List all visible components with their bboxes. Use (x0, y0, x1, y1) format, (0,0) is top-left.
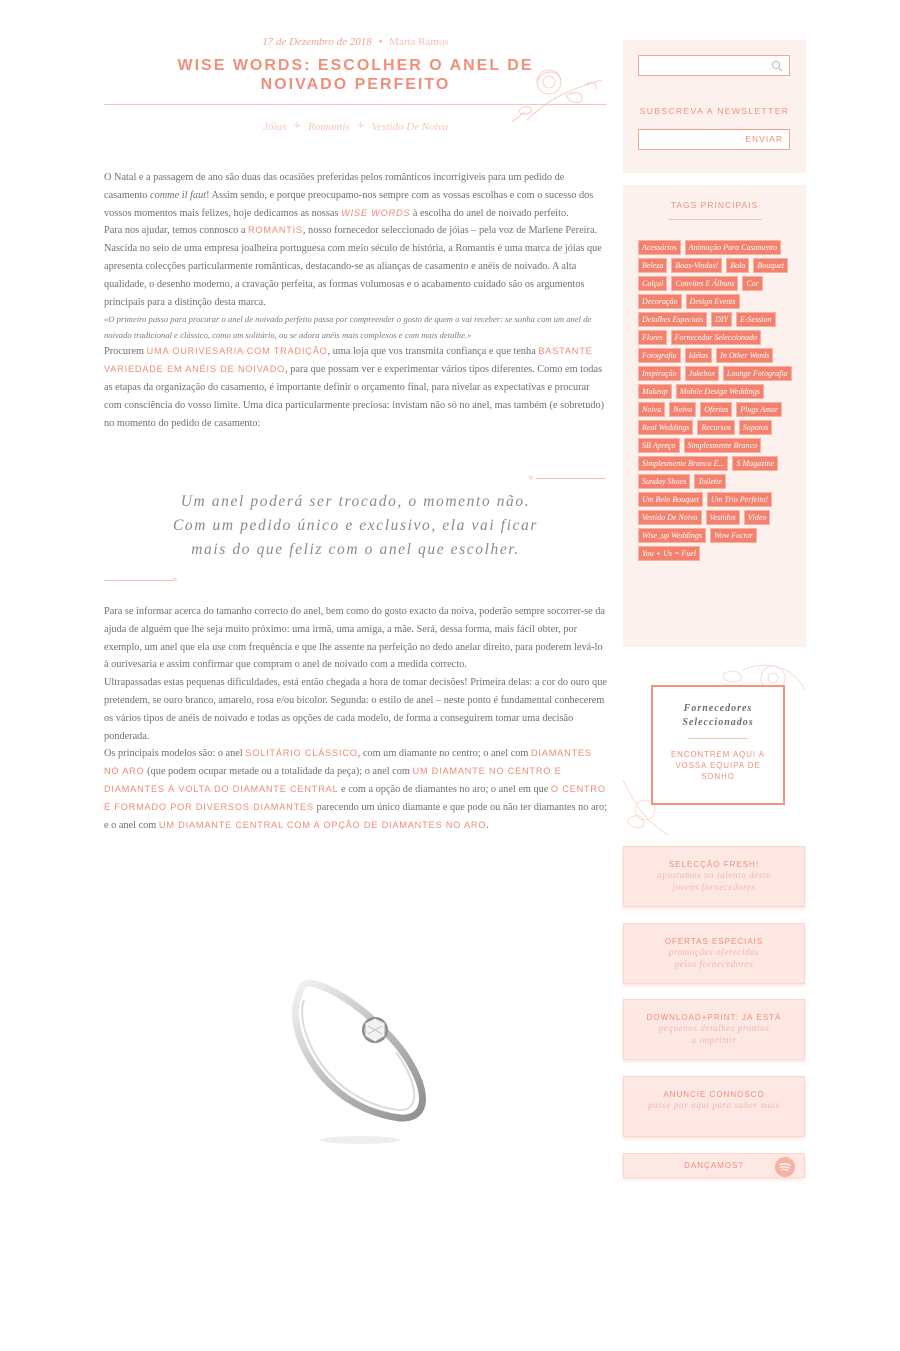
fornecedores-divider (688, 738, 748, 739)
search-icon[interactable] (771, 60, 783, 72)
tag-link[interactable]: Inspiração (638, 366, 681, 381)
post-date: 17 de Dezembro de 2018 (262, 36, 372, 48)
paragraph-modelos (104, 745, 607, 834)
tag-cloud (638, 240, 793, 561)
pull-quote-line: Um anel poderá ser trocado, o momento não. (180, 493, 531, 510)
paragraph-quote-marlene: «O primeiro passo para procurar o anel de noivado perfeito passa por compreender o gosto de quem o vai receber: se sonha com um anel de noivado tradicional e clássico, como um solitário, ou se adora anéis mais complexos e com mais detalhe.» (104, 314, 592, 341)
newsletter-send-button[interactable]: ENVIAR (745, 134, 783, 144)
tag-link[interactable]: Animação Para Casamento (685, 240, 781, 255)
text: . (486, 819, 489, 831)
engagement-ring-image (280, 968, 440, 1148)
post-meta (104, 36, 607, 48)
post-column (104, 36, 607, 135)
link-solitario[interactable]: SOLITÁRIO CLÁSSICO (245, 748, 358, 759)
tag-link[interactable]: Real Weddings (638, 420, 693, 435)
fornecedores-title-line: Seleccionados (682, 717, 754, 728)
promo-subtitle: passe por aqui para saber mais (648, 1100, 780, 1110)
search-input[interactable] (638, 55, 790, 76)
text: parecendo um único diamante e que pode ou não ter diamantes no aro; e o anel com (104, 801, 607, 831)
tag-link[interactable]: Um Trio Perfeito! (707, 492, 772, 507)
tag-link[interactable]: You + Us = Fuel (638, 546, 700, 561)
text: , com um diamante no centro; o anel com (357, 748, 531, 760)
post-tag[interactable]: Romantis (308, 121, 350, 133)
link-diamantes-aro[interactable]: DIAMANTES NO ARO (104, 748, 592, 777)
tag-link[interactable]: Simplesmente Branco (684, 438, 762, 453)
post-tag[interactable]: Jóias (262, 121, 287, 133)
link-ourivesaria[interactable]: UMA OURIVESARIA COM TRADIÇÃO (146, 346, 328, 357)
plus-icon: + (292, 118, 302, 134)
promo-download-button[interactable] (623, 999, 805, 1060)
promo-ofertas-button[interactable] (623, 923, 805, 984)
tag-link[interactable]: In Other Words (716, 348, 773, 363)
pull-quote-line: mais do que feliz com o anel que escolher. (191, 541, 520, 558)
tag-link[interactable]: Vestido De Noiva (638, 510, 702, 525)
tag-link[interactable]: Vídeo (744, 510, 771, 525)
text: O Natal e a passagem de ano são duas das ocasiões preferidas pelos românticos incorrigíveis para um pedido de casamento (104, 172, 565, 201)
link-diamante-centro[interactable]: UM DIAMANTE NO CENTRO E DIAMANTES À VOLTA DO DIAMANTE CENTRAL (104, 766, 562, 794)
paragraph-tamanho: Para se informar acerca do tamanho correcto do anel, bem como do gosto exacto da noiva, poderão sempre socorrer-se da ajuda de alguém que lhe seja muito próximo: uma irmã, uma amiga, a mãe. Será, dessa forma, mais fácil obter, por exemplo, um anel que ela use com frequência e que lhe assente na perfeição no dedo anelar direito, para poderem levá-lo à ourivesaria e assim confirmar que compram o anel de noivado com a medida correcto. (104, 606, 605, 671)
tag-link[interactable]: SB Apreço (638, 438, 680, 453)
fornecedores-title-line: Fornecedores (683, 703, 753, 714)
tag-link[interactable]: Cor (742, 276, 762, 291)
tag-link[interactable]: Fotografia (638, 348, 681, 363)
paragraph-romantis (104, 222, 607, 311)
text: Procurem (104, 346, 147, 358)
tag-link[interactable]: Sunday Shoes (638, 474, 690, 489)
dancamos-label: DANÇAMOS? (684, 1161, 744, 1170)
promo-selecao-fresh-button[interactable] (623, 846, 805, 907)
text: e com a opção de diamantes no aro; o anel em que (338, 783, 551, 795)
arrow-right-icon: » (172, 573, 178, 585)
post-title: WISE WORDS: ESCOLHER O ANEL DE NOIVADO PERFEITO (177, 57, 534, 93)
quote-divider-top (536, 478, 606, 479)
quote-divider-bottom (104, 580, 174, 581)
tag-link[interactable]: Decoração (638, 294, 682, 309)
tag-link[interactable]: DIY (711, 312, 732, 327)
link-variedade[interactable]: BASTANTE VARIEDADE EM ANÉIS DE NOIVADO (104, 346, 593, 375)
newsletter-title: SUBSCREVA A NEWSLETTER (639, 106, 790, 116)
link-wise-words[interactable]: WISE WORDS (341, 207, 411, 218)
dancamos-button[interactable] (623, 1153, 805, 1178)
tag-link[interactable]: Fornecedor Seleccionado (671, 330, 761, 345)
text: , nosso fornecedor seleccionado de jóias – pela voz de Marlene Pereira. Nascida no seio de uma empresa joalheira portuguesa com meio século de história, a Romantis é uma marca de jóias que apresenta colecções particularmente românticas, destacando-se as alianças de casamento e anéis de noivado. A alta qualidade, o desenho moderno, a cravação perfeita, as formas volumosas e o acabamento cuidado são os argumentos principais para a distinção desta marca. (104, 225, 602, 308)
tag-link[interactable]: Idéias (685, 348, 713, 363)
promo-title: DOWNLOAD+PRINT: JÁ ESTÁ (646, 1013, 782, 1022)
text: (que podem ocupar metade ou a totalidade da peça); o anel com (144, 766, 413, 778)
tags-title: TAGS PRINCIPAIS (670, 200, 759, 210)
link-centro-diversos[interactable]: O CENTRO É FORMADO POR DIVERSOS DIAMANTES (104, 783, 606, 812)
paragraph-procurem (104, 343, 607, 432)
link-diamante-central[interactable]: UM DIAMANTE CENTRAL COM A OPÇÃO DE DIAMANTES NO ARO (158, 819, 487, 830)
paragraph-intro (104, 169, 607, 222)
tag-link[interactable]: Wise_up Weddings (638, 528, 706, 543)
fornecedores-title (653, 702, 783, 730)
tag-link[interactable]: Calçal (638, 276, 667, 291)
text: Os principais modelos são: o anel (104, 748, 246, 760)
post-body-top (104, 169, 607, 432)
link-romantis[interactable]: ROMANTIS (248, 225, 303, 236)
text-italic: comme il faut (150, 189, 207, 201)
tag-link[interactable]: E-Session (736, 312, 776, 327)
fornecedores-cta-link[interactable]: ENCONTREM AQUI A VOSSA EQUIPA DE SONHO (671, 750, 765, 781)
tag-link[interactable]: Toilette (694, 474, 726, 489)
tag-link[interactable]: Detalhes Especiais (638, 312, 707, 327)
spotify-icon[interactable] (775, 1157, 795, 1177)
promo-title: ANUNCIE CONNOSCO (663, 1090, 765, 1099)
promo-anuncie-button[interactable] (623, 1076, 805, 1137)
post-author[interactable]: Marta Ramos (389, 36, 449, 48)
text: à escolha do anel de noivado perfeito. (410, 207, 569, 219)
tag-link[interactable]: Noivo (669, 402, 696, 417)
newsletter-email-input[interactable] (638, 129, 790, 150)
tag-link[interactable]: Jukebox (685, 366, 719, 381)
tag-link[interactable]: Wow Factor (710, 528, 757, 543)
tag-link[interactable]: S Magazine (732, 456, 778, 471)
tag-link[interactable]: Noiva (638, 402, 665, 417)
tag-link[interactable]: Plugs Amor (736, 402, 782, 417)
title-divider (104, 104, 607, 105)
tag-link[interactable]: Beleza (638, 258, 667, 273)
tag-link[interactable]: Um Belo Bouquet (638, 492, 703, 507)
tag-link[interactable]: Convites E Álbuns (671, 276, 738, 291)
tag-link[interactable]: Mobile Design Weddings (676, 384, 764, 399)
promo-subtitle: apostamos no talento deste jovens fornecedores (657, 870, 771, 892)
promo-title: SELECÇÃO FRESH! (668, 860, 760, 869)
tag-link[interactable]: Design Events (686, 294, 740, 309)
promo-subtitle: promoções oferecidas pelos fornecedores (668, 947, 760, 969)
tag-link[interactable]: Bolo (726, 258, 749, 273)
pull-quote (104, 490, 607, 562)
tag-link[interactable]: Vestidos (706, 510, 740, 525)
tag-link[interactable]: Makeup (638, 384, 672, 399)
meta-separator: • (378, 36, 383, 48)
tags-divider (668, 219, 762, 220)
tag-link[interactable]: Bouquet (753, 258, 788, 273)
tag-link[interactable]: Simplesmente Branco E... (638, 456, 728, 471)
paragraph-decisoes: Ultrapassadas estas pequenas dificuldades, está então chegada a hora de tomar decisões! Primeira delas: a cor do ouro que pretendem, se ouro branco, amarelo, rosa e/ou bicolor. Segunda: o estilo de anel – neste ponto é fundamental conhecerem os vários tipos de anéis de noivado e todas as opções de cada modelo, de forma a conseguirem tomar uma decisão ponderada. (104, 677, 607, 742)
tag-link[interactable]: Acessórios (638, 240, 681, 255)
post-body-bottom (104, 603, 607, 834)
tag-link[interactable]: Ofertas (700, 402, 732, 417)
tag-link[interactable]: Lounge Fotografia (723, 366, 792, 381)
post-tag[interactable]: Vestido De Noiva (371, 121, 449, 133)
plus-icon: + (356, 118, 365, 134)
arrow-left-icon: « (528, 471, 534, 483)
text: Para nos ajudar, temos connosco a (104, 225, 248, 237)
text: , uma loja que vos transmita confiança e que tenha (327, 346, 539, 358)
promo-subtitle: pequenos detalhes prontos a imprimir (658, 1023, 770, 1045)
text: ! Assim sendo, e porque preocupamo-nos sempre com as vossas escolhas e com o sucesso dos vossos momentos mais felizes, hoje dedicamos as nossas (104, 189, 594, 219)
text: , para que possam ver e experimentar vários tipos diferentes. Como em todas as etapas da organização do casamento, é importante definir o orçamento final, para nivelar as expectativas e procurar com consciência do vosso limite. Uma dica particularmente preciosa: invistam não só no anel, mas também (e sobretudo) no momento do pedido de casamento: (104, 364, 605, 429)
flower-decoration-icon (507, 60, 607, 126)
tag-link[interactable]: Boas-Vindas! (671, 258, 722, 273)
tag-link[interactable]: Recursos (697, 420, 734, 435)
fornecedores-card[interactable] (651, 685, 785, 805)
pull-quote-line: Com um pedido único e exclusivo, ela vai ficar (172, 517, 538, 534)
promo-title: OFERTAS ESPECIAIS (664, 937, 764, 946)
tag-link[interactable]: Flores (638, 330, 667, 345)
tag-link[interactable]: Sapatos (739, 420, 772, 435)
